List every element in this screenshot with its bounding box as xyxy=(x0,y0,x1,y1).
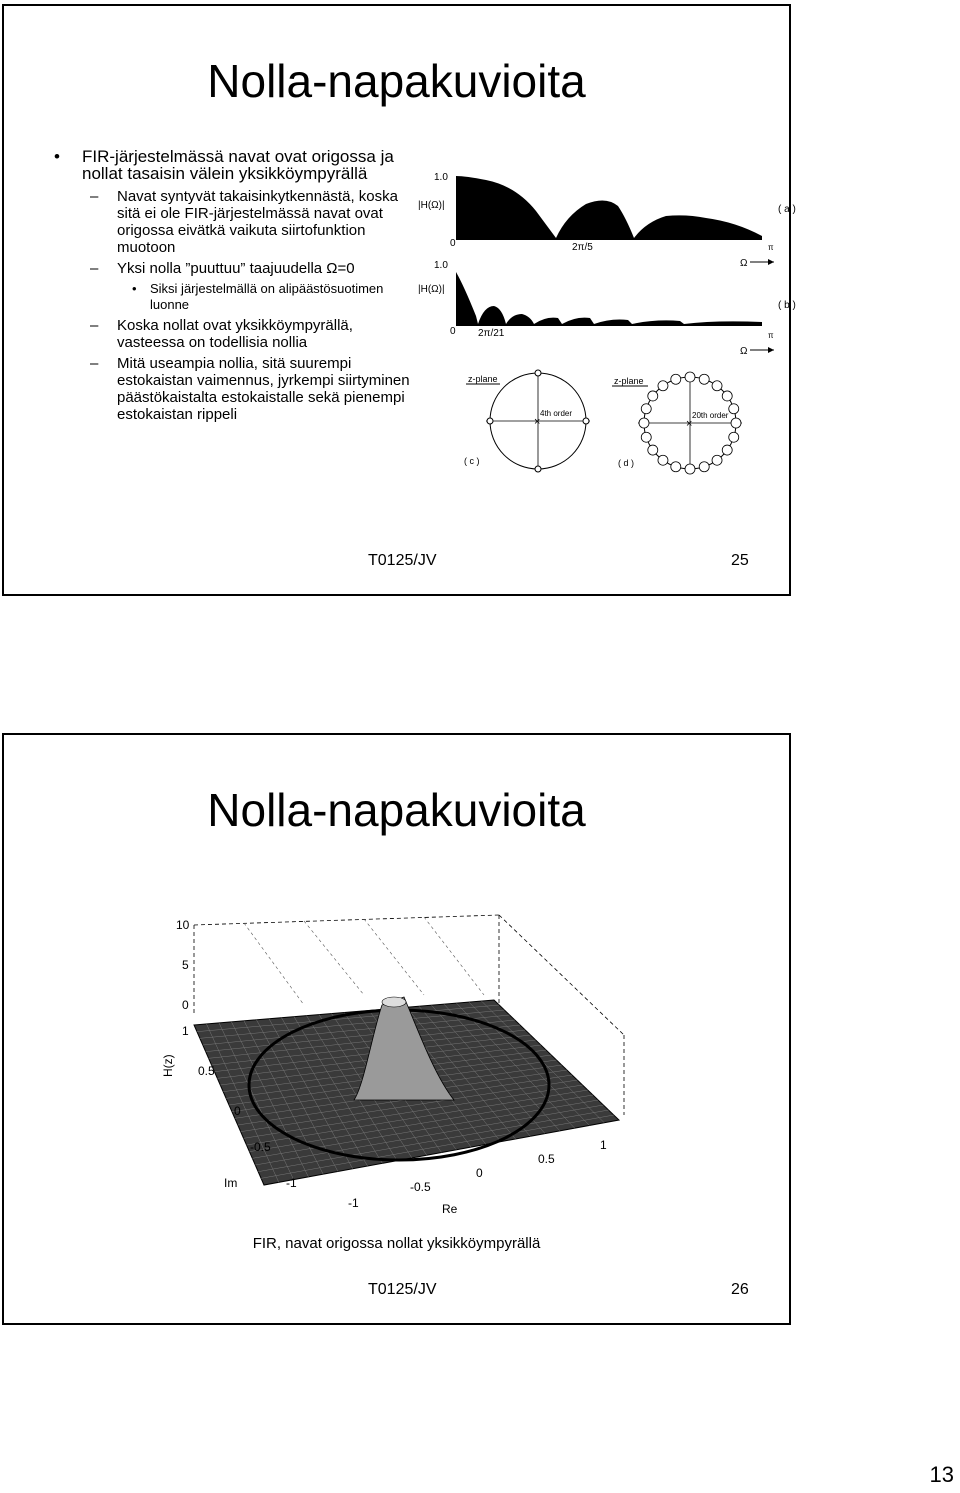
tick-label: 2π/21 xyxy=(478,328,505,339)
z-tick: 10 xyxy=(176,918,190,932)
zero-marker xyxy=(712,455,722,465)
re-tick: -1 xyxy=(348,1196,359,1210)
tick-label: π xyxy=(768,243,774,252)
axis-label: z-plane xyxy=(468,374,498,384)
footer-slide-number: 26 xyxy=(731,1281,749,1298)
zero-marker xyxy=(639,418,649,428)
response-a xyxy=(418,172,796,269)
re-tick: -0.5 xyxy=(410,1180,431,1194)
bullet-list xyxy=(50,148,410,427)
zero-marker xyxy=(699,374,709,384)
svg-text:×: × xyxy=(534,416,541,428)
axis-label: |H(Ω)| xyxy=(418,200,445,211)
zero-marker xyxy=(699,462,709,472)
z-tick: 5 xyxy=(182,958,189,972)
zero-marker xyxy=(641,404,651,414)
zero-marker xyxy=(731,418,741,428)
zero-marker xyxy=(648,391,658,401)
page-number: 13 xyxy=(929,1462,954,1487)
im-tick: 0.5 xyxy=(198,1064,215,1078)
bullet-item: • Siksi järjestelmällä on alipäästösuotimen luonne xyxy=(132,281,384,312)
tick-label: 1.0 xyxy=(434,172,448,183)
slide-25 xyxy=(2,4,796,596)
re-tick: 0.5 xyxy=(538,1152,555,1166)
footer-slide-number: 25 xyxy=(731,552,749,569)
zero-marker xyxy=(722,391,732,401)
axis-label: Ω xyxy=(740,346,748,357)
svg-text:×: × xyxy=(686,418,693,430)
zero-marker xyxy=(729,404,739,414)
zero-marker xyxy=(671,374,681,384)
slide-title: Nolla-napakuvioita xyxy=(207,55,586,107)
bullet-item: – Yksi nolla ”puuttuu” taajuudella Ω=0 xyxy=(90,260,355,277)
figure-caption: FIR, navat origossa nollat yksikköympyrällä xyxy=(252,1235,541,1252)
footer-course-code: T0125/JV xyxy=(368,552,437,569)
tick-label: 0 xyxy=(450,238,456,249)
bullet-item: • FIR-järjestelmässä navat ovat origossa ja nollat tasaisin välein yksikköympyrällä xyxy=(54,147,394,183)
z-axis-label: H(z) xyxy=(161,1054,175,1077)
tick-label: 2π/5 xyxy=(572,242,593,253)
zero-marker xyxy=(671,462,681,472)
bullet-item: – Navat syntyvät takaisinkytkennästä, koska sitä ei ole FIR-järjestelmässä navat ovat origossa eivätkä vaikuta siirtofunktion muotoon xyxy=(90,188,398,256)
slide-title: Nolla-napakuvioita xyxy=(207,784,586,836)
footer-course-code: T0125/JV xyxy=(368,1281,437,1298)
tick-label: π xyxy=(768,331,774,340)
bullet-item: – Mitä useampia nollia, sitä suurempi estokaistan vaimennus, jyrkempi siirtyminen päästökaistalta estokaistalle sekä pienempi estokaistan rippeli xyxy=(90,355,410,423)
zero-marker xyxy=(658,381,668,391)
im-tick: 0 xyxy=(234,1104,241,1118)
figure-tag: ( a ) xyxy=(778,204,796,215)
re-tick: 0 xyxy=(476,1166,483,1180)
bullet-item: – Koska nollat ovat yksikköympyrällä, vasteessa on todellisia nollia xyxy=(90,317,353,351)
zero-marker xyxy=(712,381,722,391)
zplane-d xyxy=(612,372,742,474)
zero-marker xyxy=(648,445,658,455)
zero-marker xyxy=(641,432,651,442)
zero-marker xyxy=(658,455,668,465)
tick-label: 0 xyxy=(450,326,456,337)
zero-marker xyxy=(729,432,739,442)
response-a-area xyxy=(456,176,762,240)
axis-label: z-plane xyxy=(614,376,644,386)
im-tick: 1 xyxy=(182,1024,189,1038)
surface-plot xyxy=(4,885,793,1215)
axis-label: |H(Ω)| xyxy=(418,284,445,295)
order-label: 20th order xyxy=(692,411,729,420)
z-tick: 0 xyxy=(182,998,189,1012)
tick-label: 1.0 xyxy=(434,260,448,271)
im-tick: -0.5 xyxy=(250,1140,271,1154)
zero-marker xyxy=(685,464,695,474)
re-axis-label: Re xyxy=(442,1202,458,1215)
frequency-response-figure xyxy=(406,156,796,486)
re-tick: 1 xyxy=(600,1138,607,1152)
figure-tag: ( d ) xyxy=(618,458,635,468)
zero-marker xyxy=(685,372,695,382)
im-axis-label: Im xyxy=(224,1176,238,1190)
zplane-c xyxy=(464,370,590,472)
figure-tag: ( c ) xyxy=(464,456,480,466)
response-b-area xyxy=(456,272,762,326)
order-label: 4th order xyxy=(540,409,573,418)
figure-tag: ( b ) xyxy=(778,300,796,311)
response-b xyxy=(418,260,796,357)
axis-label: Ω xyxy=(740,258,748,269)
zero-marker xyxy=(722,445,732,455)
slide-26 xyxy=(2,733,791,1325)
im-tick: -1 xyxy=(286,1176,297,1190)
